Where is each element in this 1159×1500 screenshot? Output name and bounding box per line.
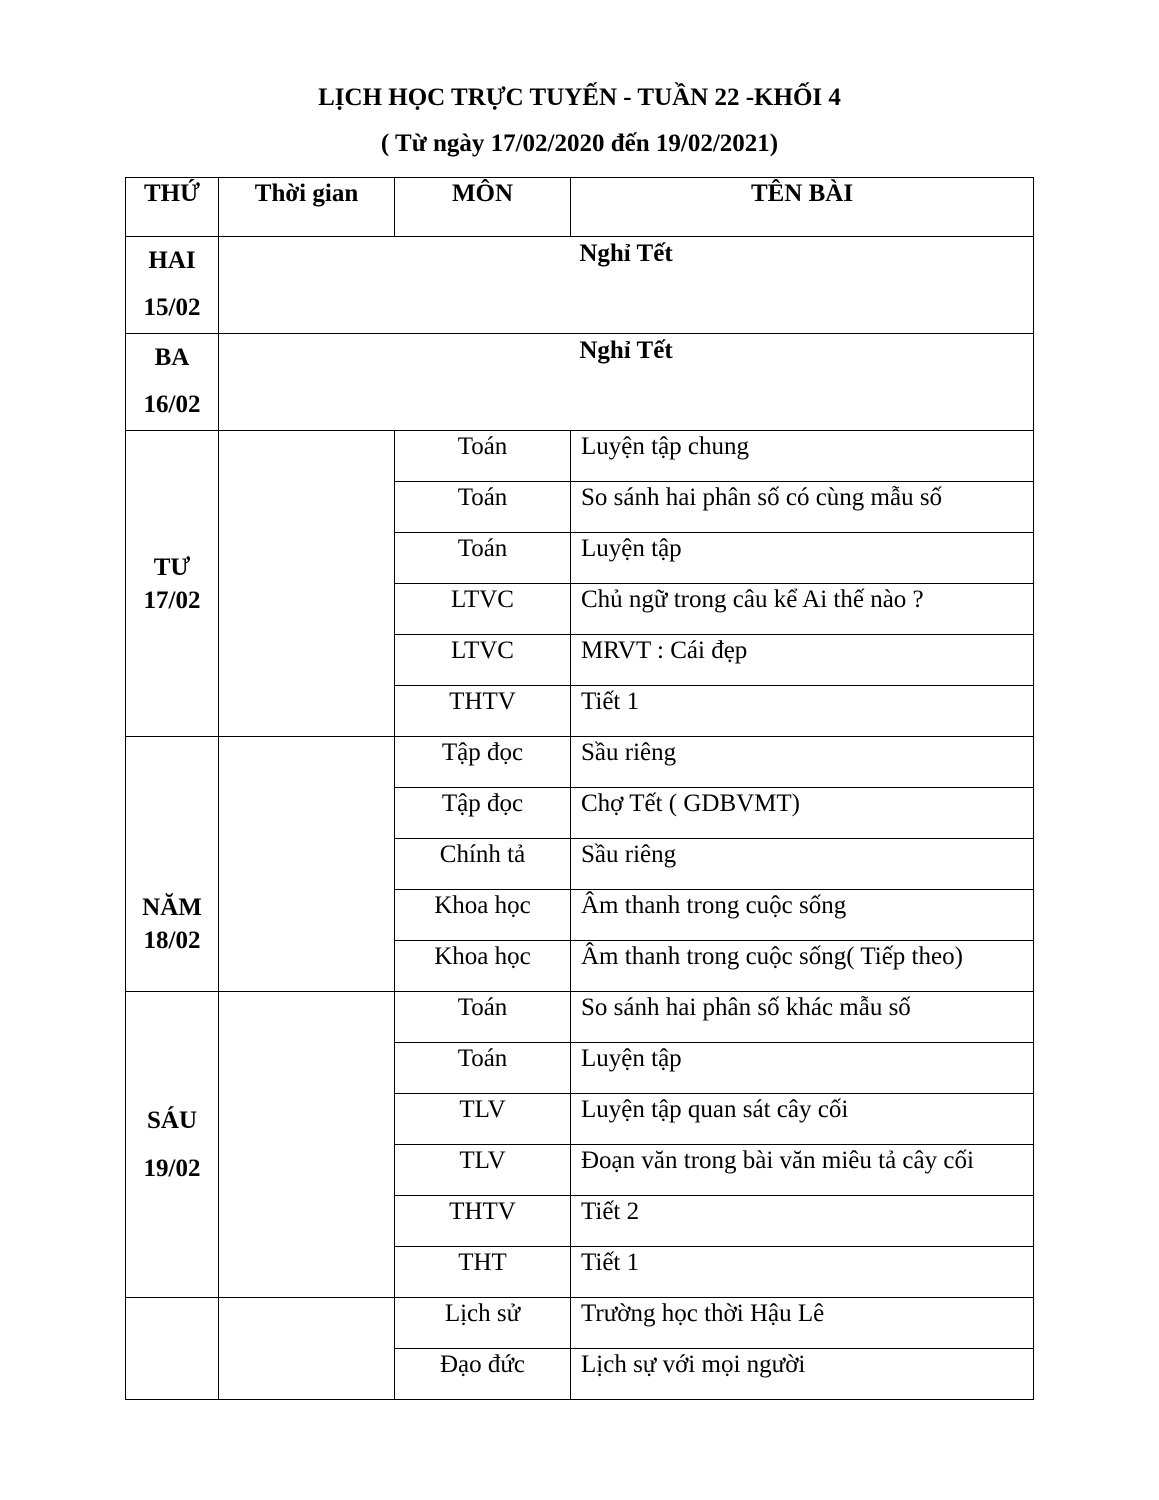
day-cell [126,334,219,431]
lesson-cell: So sánh hai phân số khác mẫu số [571,992,1034,1043]
subject-cell: Tập đọc [395,737,571,788]
subject-cell: Toán [395,992,571,1043]
schedule-table [125,177,1034,1400]
lesson-cell: Đoạn văn trong bài văn miêu tả cây cối [571,1145,1034,1196]
lesson-cell: Luyện tập chung [571,431,1034,482]
page-subtitle: ( Từ ngày 17/02/2020 đến 19/02/2021) [380,130,779,157]
subject-cell: LTVC [395,635,571,686]
header-mon: MÔN [395,178,571,237]
lesson-cell: Tiết 2 [571,1196,1034,1247]
subject-cell: Khoa học [395,941,571,992]
holiday-note: Nghỉ Tết [219,334,1034,431]
subject-cell: Lịch sử [395,1298,571,1349]
time-cell [219,992,395,1298]
day-date: 18/02 [143,927,201,954]
subject-cell: Toán [395,533,571,584]
day-cell [126,737,219,992]
subject-cell: Tập đọc [395,788,571,839]
lesson-cell: Sầu riêng [571,839,1034,890]
day-cell [126,431,219,737]
lesson-cell: Chợ Tết ( GDBVMT) [571,788,1034,839]
header-ten-bai: TÊN BÀI [571,178,1034,237]
lesson-cell: Tiết 1 [571,1247,1034,1298]
subject-cell: Đạo đức [395,1349,571,1400]
holiday-note: Nghỉ Tết [219,237,1034,334]
day-date: 15/02 [143,294,201,321]
lesson-row [126,1298,1034,1349]
subject-cell: Toán [395,1043,571,1094]
lesson-cell: Âm thanh trong cuộc sống [571,890,1034,941]
day-name: NĂM [142,894,202,921]
lesson-cell: Chủ ngữ trong câu kể Ai thế nào ? [571,584,1034,635]
day-name: HAI [148,247,196,274]
lesson-row [126,992,1034,1043]
subject-cell: LTVC [395,584,571,635]
subject-cell: TLV [395,1094,571,1145]
holiday-row [126,334,1034,431]
subject-cell: Toán [395,482,571,533]
subject-cell: TLV [395,1145,571,1196]
lesson-cell: Sầu riêng [571,737,1034,788]
subject-cell: THT [395,1247,571,1298]
subject-cell: Khoa học [395,890,571,941]
lesson-cell: Luyện tập [571,533,1034,584]
subject-cell: THTV [395,686,571,737]
day-cell [126,237,219,334]
time-cell [219,1298,395,1400]
time-cell [219,737,395,992]
subject-cell: THTV [395,1196,571,1247]
day-name: BA [154,344,190,371]
lesson-row [126,737,1034,788]
lesson-cell: Âm thanh trong cuộc sống( Tiếp theo) [571,941,1034,992]
lesson-cell: Tiết 1 [571,686,1034,737]
day-date: 19/02 [143,1154,201,1182]
day-name: SÁU [146,1106,197,1134]
lesson-cell: MRVT : Cái đẹp [571,635,1034,686]
lesson-cell: Lịch sự với mọi người [571,1349,1034,1400]
lesson-cell: Luyện tập quan sát cây cối [571,1094,1034,1145]
subject-cell: Toán [395,431,571,482]
header-thu: THỨ [126,178,219,237]
holiday-row [126,237,1034,334]
day-date: 16/02 [143,391,201,418]
lesson-row [126,431,1034,482]
day-cell [126,1298,219,1400]
header-row [126,178,1034,237]
lesson-cell: Trường học thời Hậu Lê [571,1298,1034,1349]
day-name: TƯ [153,553,191,581]
time-cell [219,431,395,737]
day-cell [126,992,219,1298]
page-title: LỊCH HỌC TRỰC TUYẾN - TUẦN 22 -KHỐI 4 [318,84,841,111]
lesson-cell: So sánh hai phân số có cùng mẫu số [571,482,1034,533]
subject-cell: Chính tả [395,839,571,890]
header-thoi-gian: Thời gian [219,178,395,237]
day-date: 17/02 [143,586,201,614]
lesson-cell: Luyện tập [571,1043,1034,1094]
